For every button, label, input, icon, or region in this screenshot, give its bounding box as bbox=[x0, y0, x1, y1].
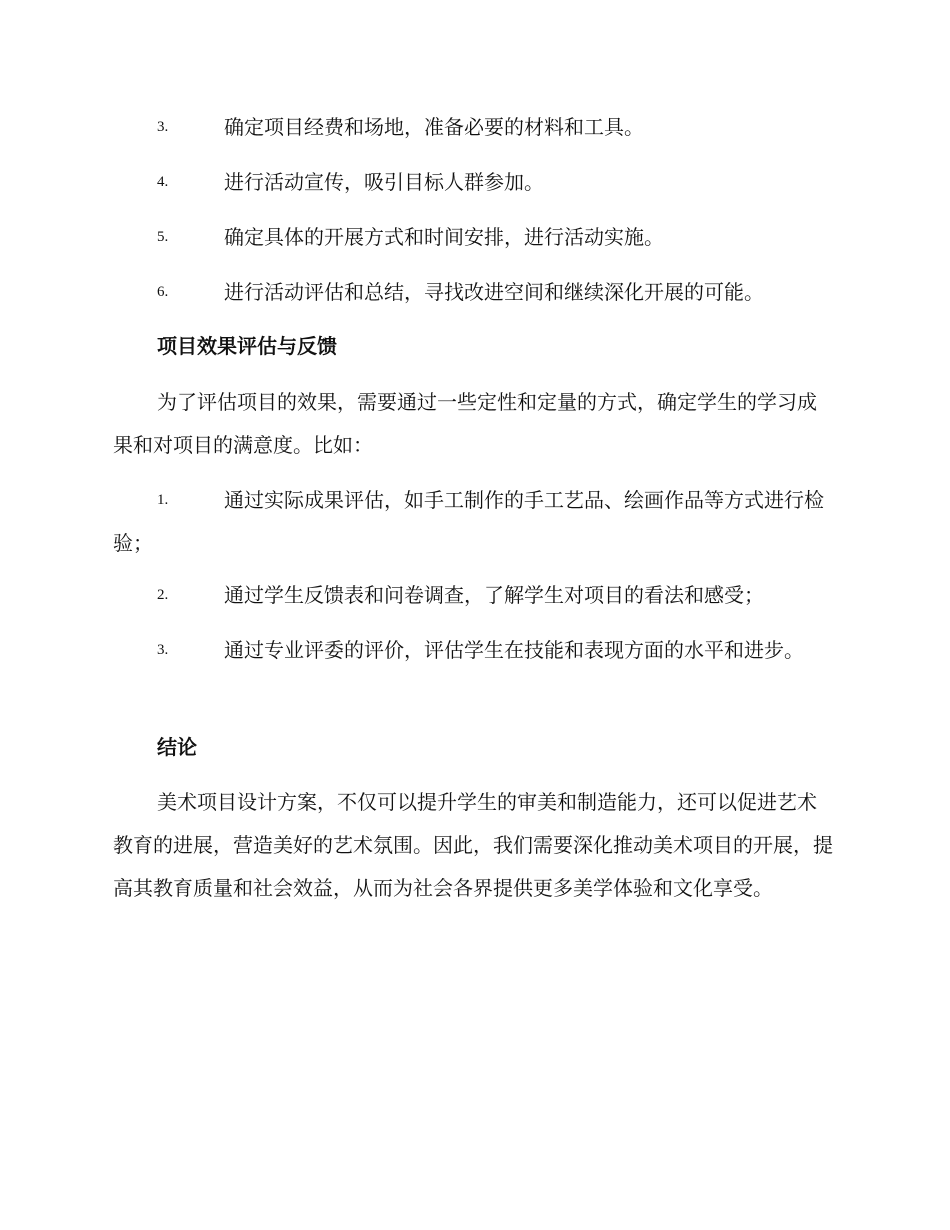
list-text: 通过专业评委的评价，评估学生在技能和表现方面的水平和进步。 bbox=[224, 638, 804, 662]
list-item-step-6 bbox=[113, 271, 833, 314]
list-item-step-4 bbox=[113, 161, 833, 204]
list-text: 通过学生反馈表和问卷调查，了解学生对项目的看法和感受； bbox=[224, 583, 764, 607]
list-number: 2. bbox=[157, 587, 169, 603]
list-number: 6. bbox=[157, 284, 169, 300]
list-item-step-5 bbox=[113, 216, 833, 259]
section-heading-conclusion: 结论 bbox=[157, 735, 197, 759]
list-item-evaluation-1 bbox=[113, 479, 833, 565]
list-number: 3. bbox=[157, 642, 169, 658]
list-item-step-3 bbox=[113, 106, 833, 149]
list-number: 1. bbox=[157, 492, 169, 508]
list-text: 进行活动宣传，吸引目标人群参加。 bbox=[224, 170, 544, 194]
conclusion-paragraph: 美术项目设计方案，不仅可以提升学生的审美和制造能力，还可以促进艺术教育的进展，营造美好的艺术氛围。因此，我们需要深化推动美术项目的开展，提高其教育质量和社会效益，从而为社会各界提供更多美学体验和文化享受。 bbox=[113, 790, 833, 900]
list-text: 通过实际成果评估，如手工制作的手工艺品、绘画作品等方式进行检验； bbox=[113, 488, 824, 555]
list-text: 进行活动评估和总结，寻找改进空间和继续深化开展的可能。 bbox=[224, 280, 764, 304]
list-number: 3. bbox=[157, 119, 169, 135]
list-text: 确定项目经费和场地，准备必要的材料和工具。 bbox=[224, 115, 644, 139]
list-text: 确定具体的开展方式和时间安排，进行活动实施。 bbox=[224, 225, 664, 249]
list-number: 5. bbox=[157, 229, 169, 245]
list-number: 4. bbox=[157, 174, 169, 190]
section-heading-evaluation: 项目效果评估与反馈 bbox=[157, 334, 337, 358]
list-item-evaluation-3 bbox=[113, 629, 833, 672]
list-item-evaluation-2 bbox=[113, 574, 833, 617]
evaluation-intro-paragraph: 为了评估项目的效果，需要通过一些定性和定量的方式，确定学生的学习成果和对项目的满意度。比如： bbox=[113, 390, 817, 457]
